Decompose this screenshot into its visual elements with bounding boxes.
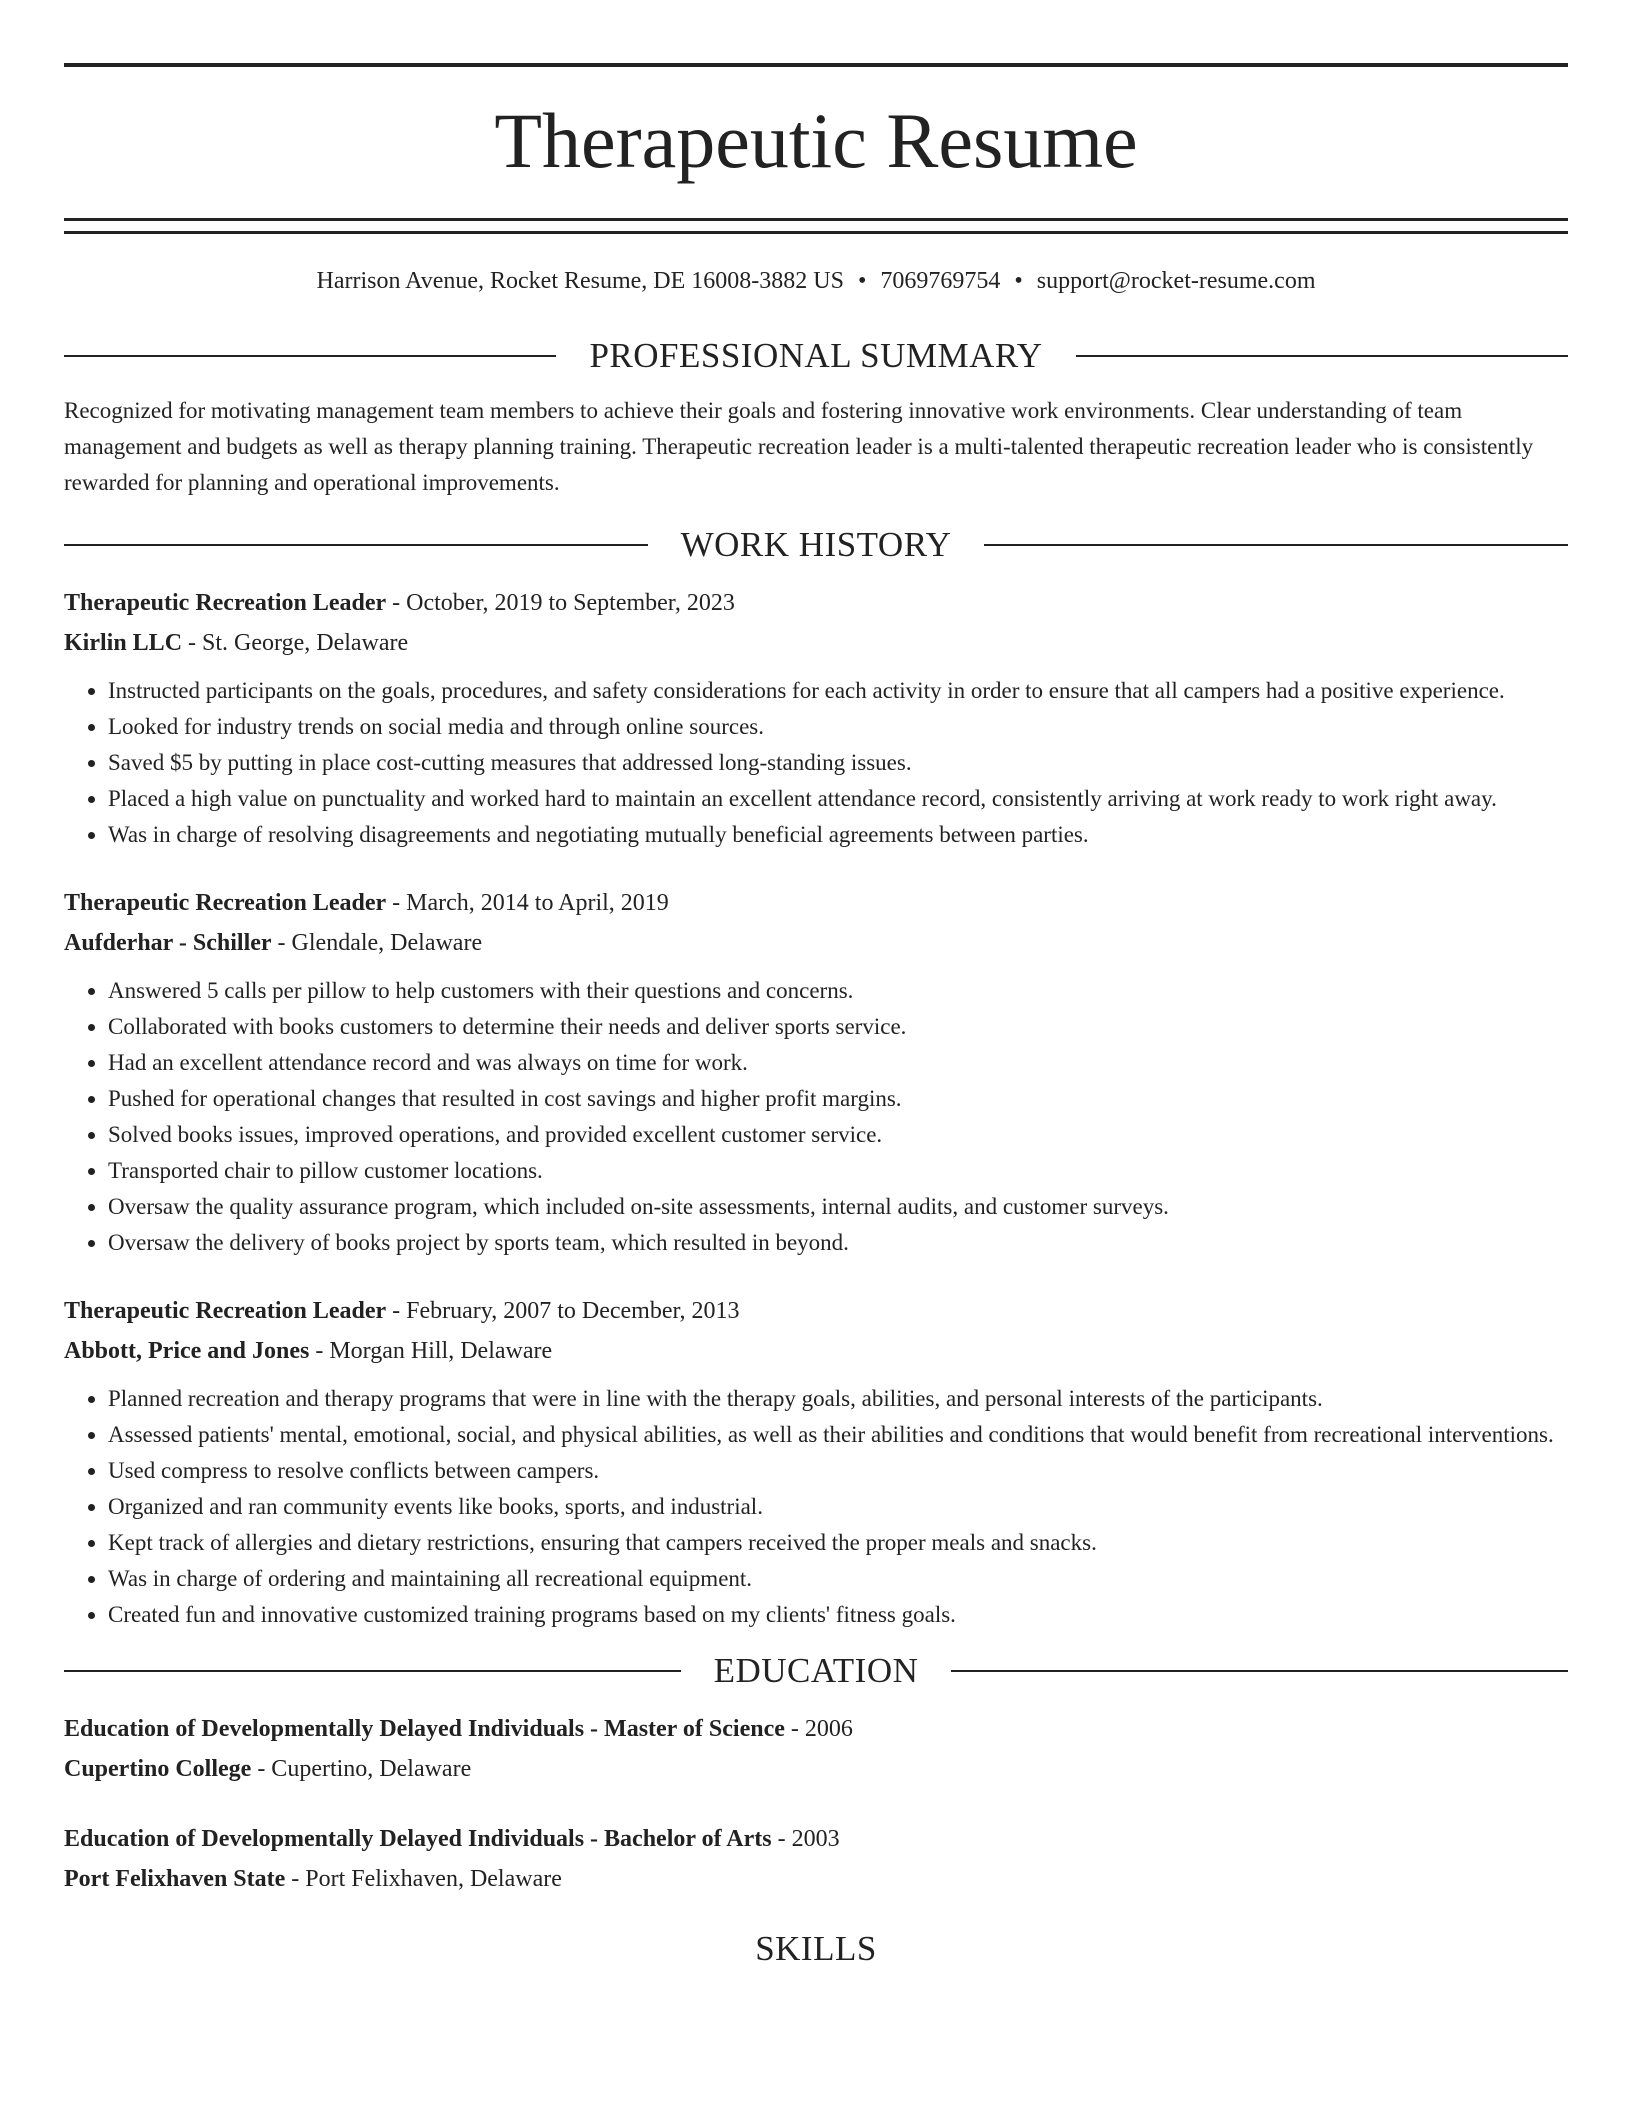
heading-rule [64,544,648,546]
education-school-line [64,1749,1568,1789]
job-entry [64,583,1568,853]
job-location: - St. George, Delaware [182,630,409,656]
job-title-line [64,1291,1568,1331]
job-title: Therapeutic Recreation Leader [64,590,387,616]
job-company: Kirlin LLC [64,630,183,656]
list-item: • Oversaw the quality assurance program, which included on-site assessments, internal audits, and customer surveys. [108,1189,1568,1225]
list-item: • Used compress to resolve conflicts between campers. [108,1453,1568,1489]
list-item: • Placed a high value on punctuality and worked hard to maintain an excellent attendance record, consistently arriving at work ready to work right away. [108,781,1568,817]
job-title: Therapeutic Recreation Leader [64,1298,387,1324]
education-school-line [64,1859,1568,1899]
contact-address: Harrison Avenue, Rocket Resume, DE 16008-3882 US [316,268,844,294]
list-item: • Solved books issues, improved operations, and provided excellent customer service. [108,1117,1568,1153]
top-rule [64,63,1568,67]
job-dates: - February, 2007 to December, 2013 [386,1298,740,1324]
education-entry [64,1819,1568,1899]
job-title-line [64,583,1568,623]
education-degree: Education of Developmentally Delayed Individuals - Bachelor of Arts [64,1826,772,1852]
heading-rule [951,1670,1568,1672]
education-degree: Education of Developmentally Delayed Individuals - Master of Science [64,1716,785,1742]
list-item: • Saved $5 by putting in place cost-cutting measures that addressed long-standing issues. [108,745,1568,781]
job-dates: - March, 2014 to April, 2019 [386,890,669,916]
contact-line [64,266,1568,296]
list-item: • Transported chair to pillow customer locations. [108,1153,1568,1189]
heading-rule [1076,355,1568,357]
section-title: WORK HISTORY [680,525,952,564]
section-heading-work [64,523,1568,567]
list-item: • Collaborated with books customers to determine their needs and deliver sports service. [108,1009,1568,1045]
job-company-line [64,1331,1568,1371]
section-title: EDUCATION [713,1651,919,1690]
resume-title: Therapeutic Resume [494,97,1138,184]
job-bullets [64,1381,1568,1633]
section-heading-skills [64,1927,1568,1971]
list-item: • Pushed for operational changes that resulted in cost savings and higher profit margins. [108,1081,1568,1117]
education-location: - Cupertino, Delaware [251,1756,472,1782]
list-item: • Kept track of allergies and dietary restrictions, ensuring that campers received the proper meals and snacks. [108,1525,1568,1561]
job-entry [64,1291,1568,1633]
summary-text: Recognized for motivating management team members to achieve their goals and fostering innovative work environments. Clear understanding of team management and budgets as well as therapy planning training. Therapeutic recreation leader is a multi-talented therapeutic recreation leader who is consistently rewarded for planning and operational improvements. [64,398,1534,495]
section-title: PROFESSIONAL SUMMARY [589,336,1043,375]
job-dates: - October, 2019 to September, 2023 [386,590,735,616]
job-bullets [64,673,1568,853]
contact-email: support@rocket-resume.com [1036,268,1316,294]
list-item: • Answered 5 calls per pillow to help customers with their questions and concerns. [108,973,1568,1009]
section-heading-education [64,1649,1568,1693]
heading-rule [64,355,556,357]
education-location: - Port Felixhaven, Delaware [285,1866,562,1892]
job-company-line [64,923,1568,963]
resume-page [64,0,1568,1971]
education-entry [64,1709,1568,1789]
list-item: • Planned recreation and therapy programs that were in line with the therapy goals, abilities, and personal interests of the participants. [108,1381,1568,1417]
job-location: - Morgan Hill, Delaware [309,1338,553,1364]
list-item: • Assessed patients' mental, emotional, social, and physical abilities, as well as their abilities and conditions that would benefit from recreational interventions. [108,1417,1568,1453]
education-year: - 2006 [784,1716,853,1742]
list-item: • Looked for industry trends on social media and through online sources. [108,709,1568,745]
heading-rule [64,1670,681,1672]
list-item: • Was in charge of resolving disagreements and negotiating mutually beneficial agreements between parties. [108,817,1568,853]
job-company: Abbott, Price and Jones [64,1338,310,1364]
heading-rule [984,544,1568,546]
section-heading-summary [64,334,1568,378]
education-year: - 2003 [771,1826,840,1852]
education-school: Cupertino College [64,1756,252,1782]
education-school: Port Felixhaven State [64,1866,286,1892]
list-item: • Was in charge of ordering and maintaining all recreational equipment. [108,1561,1568,1597]
contact-phone: 7069769754 [880,268,1001,294]
job-title: Therapeutic Recreation Leader [64,890,387,916]
list-item: • Organized and ran community events like books, sports, and industrial. [108,1489,1568,1525]
section-title: SKILLS [755,1929,877,1968]
list-item: • Created fun and innovative customized training programs based on my clients' fitness goals. [108,1597,1568,1633]
job-company-line [64,623,1568,663]
contact-separator: • [857,268,867,294]
education-degree-line [64,1819,1568,1859]
title-double-rule [64,218,1568,234]
job-bullets [64,973,1568,1261]
job-company: Aufderhar - Schiller [64,930,272,956]
contact-separator: • [1014,268,1023,294]
job-title-line [64,883,1568,923]
list-item: • Oversaw the delivery of books project by sports team, which resulted in beyond. [108,1225,1568,1261]
job-location: - Glendale, Delaware [271,930,483,956]
education-degree-line [64,1709,1568,1749]
list-item: • Instructed participants on the goals, procedures, and safety considerations for each activity in order to ensure that all campers had a positive experience. [108,673,1568,709]
job-entry [64,883,1568,1261]
list-item: • Had an excellent attendance record and was always on time for work. [108,1045,1568,1081]
